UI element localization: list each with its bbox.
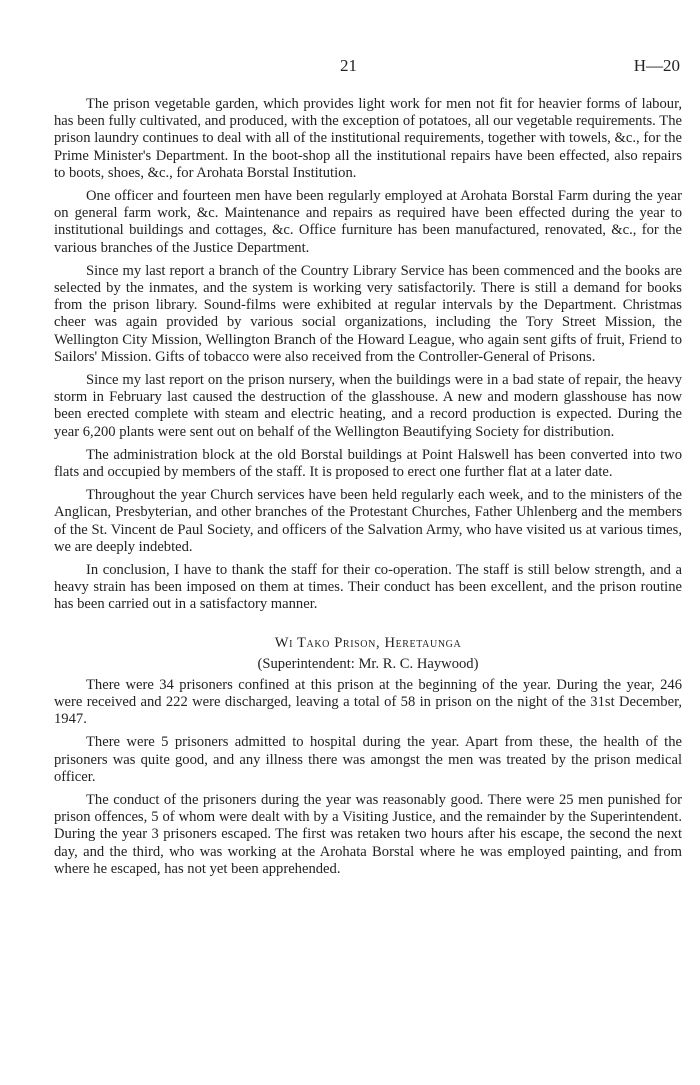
page-header <box>0 56 700 80</box>
paragraph-conduct: The conduct of the prisoners during the year was reasonably good. There were 25 men punished for prison offences, 5 of whom were dealt with by a Visiting Justice, and the remainder by the Superintendent. During the year 3 prisoners escaped. The first was retaken two hours after his escape, the second the next day, and the third, who was working at the Arohata Borstal where he was employed painting, and from where he escaped, has not yet been apprehended. <box>54 791 682 877</box>
paragraph-hospital: There were 5 prisoners admitted to hospital during the year. Apart from these, the health of the prisoners was quite good, and any illness there was amongst the men was treated by the prison medical officer. <box>54 734 682 785</box>
document-reference: H—20 <box>633 56 680 75</box>
section-subtitle: (Superintendent: Mr. R. C. Haywood) <box>257 655 479 672</box>
paragraph-prisoner-count: There were 34 prisoners confined at this prison at the beginning of the year. During the year, 246 were received and 222 were discharged, leaving a total of 58 in prison on the night of the 31st December, 1947. <box>54 676 682 728</box>
paragraph-church-services: Throughout the year Church services have been held regularly each week, and to the ministers of the Anglican, Presbyterian, and other branches of the Protestant Churches, Father Uhlenberg and the members of the St. Vincent de Paul Society, and officers of the Salvation Army, who have visited us at various times, we are deeply indebted. <box>54 487 682 555</box>
paragraph-prison-nursery: Since my last report on the prison nursery, when the buildings were in a bad state of repair, the heavy storm in February last caused the destruction of the glasshouse. A new and modern glasshouse has now been erected complete with steam and electric heating, and a record production is expected. During the year 6,200 plants were sent out on behalf of the Wellington Beautifying Society for distribution. <box>54 372 682 440</box>
page-body <box>54 96 682 884</box>
paragraph-arohata-farm: One officer and fourteen men have been regularly employed at Arohata Borstal Farm during the year on general farm work, &c. Maintenance and repairs as required have been effected during the year to institutional buildings and cottages, &c. Office furniture has been manufactured, renovated, &c., for the various branches of the Justice Department. <box>54 188 682 256</box>
section-title: Wi Tako Prison, Heretaunga <box>274 634 462 651</box>
paragraph-vegetable-garden: The prison vegetable garden, which provides light work for men not fit for heavier forms of labour, has been fully cultivated, and produced, with the exception of potatoes, all our vegetable requirements. The prison laundry continues to deal with all of the institutional requirements, together with towels, &c., for the Prime Minister's Department. In the boot-shop all the institutional repairs have been effected, also repairs to boots, shoes, &c., for Arohata Borstal Institution. <box>54 96 682 181</box>
paragraph-conclusion: In conclusion, I have to thank the staff for their co-operation. The staff is still below strength, and a heavy strain has been imposed on them at times. Their conduct has been excellent, and the prison routine has been carried out in a satisfactory manner. <box>54 562 682 613</box>
paragraph-library-service: Since my last report a branch of the Country Library Service has been commenced and the books are selected by the inmates, and the system is working very satisfactorily. There is still a demand for books from the prison library. Sound-films were exhibited at regular intervals by the Department. Christmas cheer was again provided by various social organizations, including the Tory Street Mission, the Wellington City Mission, Wellington Branch of the Howard League, who again sent gifts of fruit, Friend to Sailors' Mission. Gifts of tobacco were also received from the Controller-General of Prisons. <box>54 262 682 365</box>
page-number: 21 <box>340 56 357 75</box>
paragraph-administration-block: The administration block at the old Borstal buildings at Point Halswell has been converted into two flats and occupied by members of the staff. It is proposed to erect one further flat at a later date. <box>54 446 682 481</box>
